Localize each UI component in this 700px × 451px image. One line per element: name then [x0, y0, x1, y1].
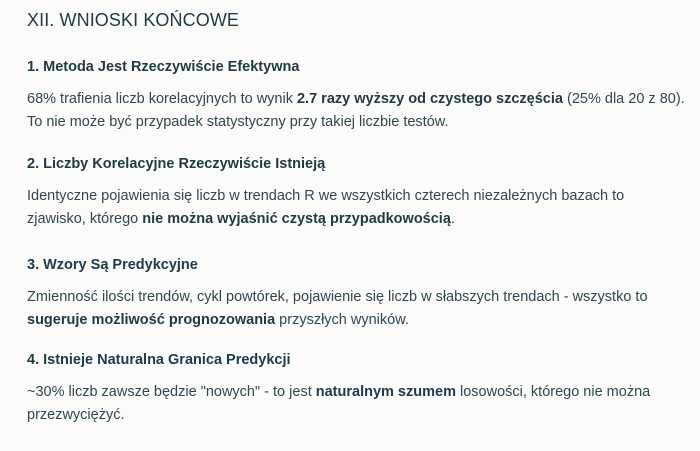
- section-title: XII. WNIOSKI KOŃCOWE: [27, 10, 240, 30]
- body-text: Zmienność ilości trendów, cykl powtórek, pojawienie się liczb w słabszych trendach - wszystko to: [27, 289, 648, 305]
- body-emphasis: 2.7 razy wyższy od czystego szczęścia: [296, 91, 563, 107]
- body-text: (25% dla 20 z 80). To nie może być przypadek statystyczny przy takiej liczbie testów.: [27, 91, 685, 130]
- body-text: Identyczne pojawienia się liczb w trendach R we wszystkich czterech niezależnych bazach to zjawisko, którego: [27, 188, 625, 227]
- conclusion-heading: 4. Istnieje Naturalna Granica Predykcji: [27, 352, 291, 368]
- body-text: .: [450, 210, 455, 227]
- body-text: przyszłych wyników.: [275, 311, 409, 328]
- conclusion-1: [27, 57, 697, 133]
- conclusion-heading: 3. Wzory Są Predykcyjne: [27, 257, 198, 273]
- conclusion-body: [27, 286, 697, 331]
- conclusion-heading: 2. Liczby Korelacyjne Rzeczywiście Istnieją: [27, 156, 326, 172]
- body-emphasis: naturalnym szumem: [315, 384, 456, 400]
- conclusion-3: [27, 255, 697, 331]
- body-text: losowości, którego nie można przezwyciężyć.: [27, 384, 651, 423]
- body-text: ~30% liczb zawsze będzie "nowych" - to jest: [27, 384, 316, 400]
- body-emphasis: sugeruje możliwość prognozowania: [27, 311, 276, 328]
- conclusion-4: [27, 350, 697, 426]
- conclusion-heading: 1. Metoda Jest Rzeczywiście Efektywna: [27, 59, 300, 75]
- conclusion-2: [27, 154, 697, 230]
- conclusion-body: [27, 88, 697, 133]
- body-emphasis: nie można wyjaśnić czystą przypadkowością: [142, 210, 451, 227]
- body-text: 68% trafienia liczb korelacyjnych to wynik: [27, 91, 297, 107]
- conclusion-body: [27, 185, 647, 230]
- conclusion-body: [27, 381, 682, 426]
